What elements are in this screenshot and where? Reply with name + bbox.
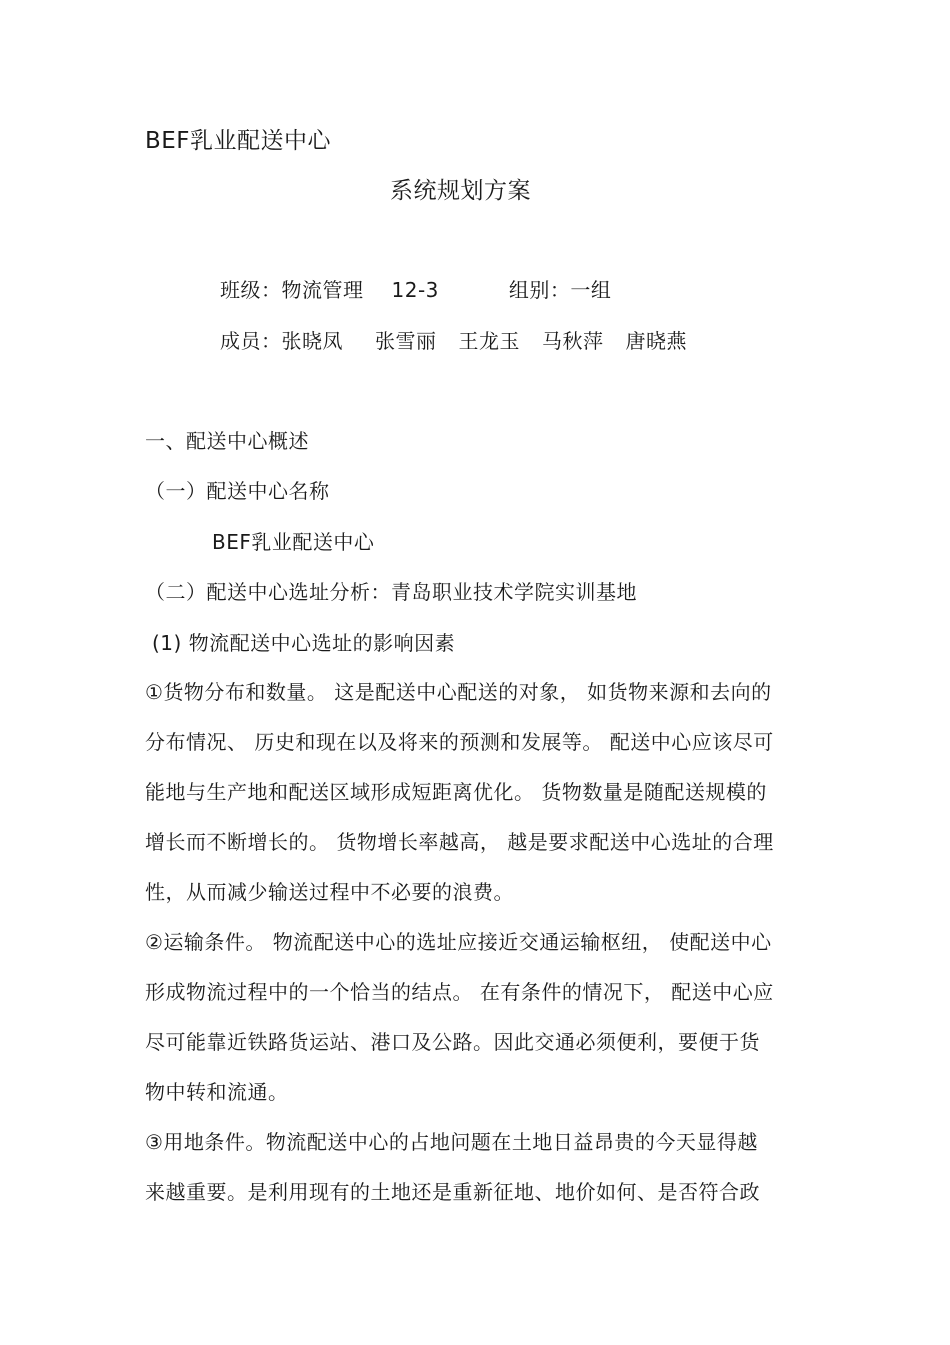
group-label: 组别： <box>508 278 571 302</box>
class-value: 物流管理 <box>281 278 364 302</box>
group-value: 一组 <box>570 278 612 302</box>
paragraph-line: ②运输条件。 物流配送中心的选址应接近交通运输枢纽， 使配送中心 <box>145 930 772 954</box>
subsection-heading: （一）配送中心名称 <box>145 479 330 503</box>
class-label: 班级： <box>220 278 282 302</box>
center-name: BEF乳业配送中心 <box>212 530 375 554</box>
document-subtitle: 系统规划方案 <box>390 178 531 204</box>
paragraph-line: 物中转和流通。 <box>145 1080 289 1104</box>
members-row <box>220 328 687 354</box>
document-title: BEF乳业配送中心 <box>145 128 332 154</box>
section-heading: 一、配送中心概述 <box>145 429 309 453</box>
member-name: 马秋萍 <box>542 329 604 353</box>
paragraph-line: 能地与生产地和配送区域形成短距离优化。 货物数量是随配送规模的 <box>145 780 767 804</box>
paragraph-line: ①货物分布和数量。 这是配送中心配送的对象， 如货物来源和去向的 <box>145 680 772 704</box>
members-label: 成员： <box>220 329 282 353</box>
item-heading: (1) 物流配送中心选址的影响因素 <box>152 631 456 655</box>
member-name: 唐晓燕 <box>625 329 687 353</box>
paragraph-line: 分布情况、 历史和现在以及将来的预测和发展等。 配送中心应该尽可 <box>145 730 774 754</box>
paragraph-line: ③用地条件。物流配送中心的占地问题在土地日益昂贵的今天显得越 <box>145 1130 758 1154</box>
paragraph-line: 形成物流过程中的一个恰当的结点。 在有条件的情况下， 配送中心应 <box>145 980 774 1004</box>
subsection-heading: （二）配送中心选址分析：青岛职业技术学院实训基地 <box>145 580 637 604</box>
class-number: 12-3 <box>391 278 439 302</box>
paragraph-line: 性，从而减少输送过程中不必要的浪费。 <box>145 880 514 904</box>
member-name: 张雪丽 <box>375 329 437 353</box>
member-name: 张晓凤 <box>281 329 343 353</box>
class-group-row <box>220 277 611 303</box>
member-name: 王龙玉 <box>458 329 520 353</box>
paragraph-line: 尽可能靠近铁路货运站、港口及公路。因此交通必须便利，要便于货 <box>145 1030 760 1054</box>
paragraph-line: 增长而不断增长的。 货物增长率越高， 越是要求配送中心选址的合理 <box>145 830 774 854</box>
paragraph-line: 来越重要。是利用现有的土地还是重新征地、地价如何、是否符合政 <box>145 1180 760 1204</box>
